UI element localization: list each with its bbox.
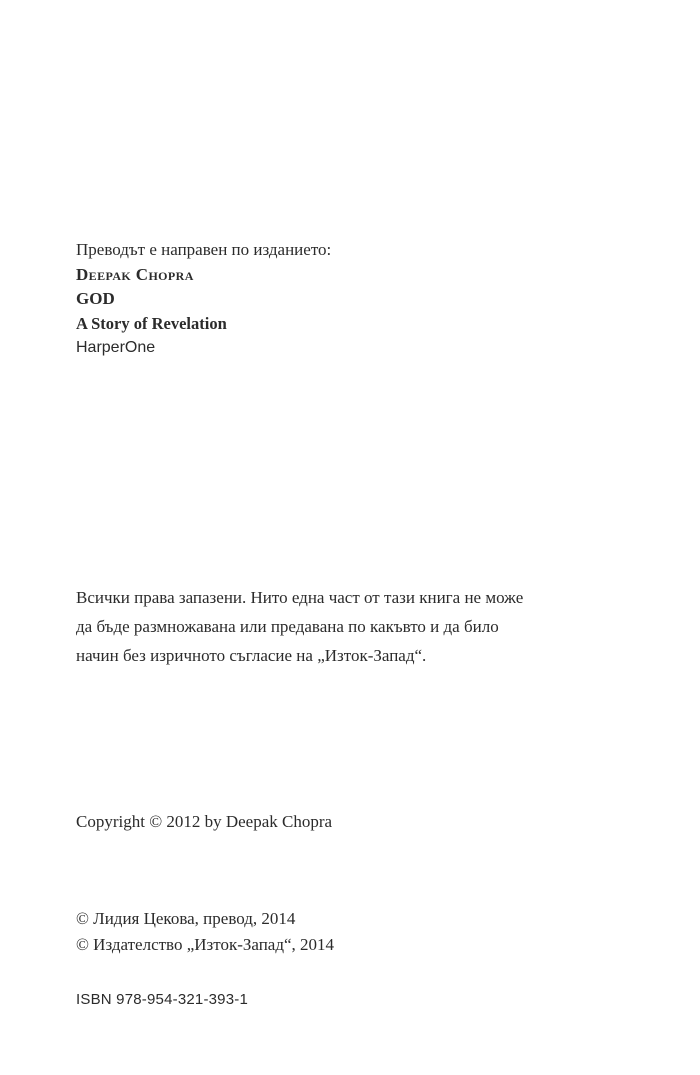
original-copyright-block [76,809,636,834]
rights-notice-line: начин без изричното съгласие на „Изток-Запад“. [76,646,427,665]
rights-notice-line: да бъде размножавана или предавана по какъвто и да било [76,617,499,636]
original-title: GOD [76,289,115,308]
original-publisher: HarperOne [76,339,156,356]
isbn: ISBN 978-954-321-393-1 [76,991,249,1008]
original-author: Deepak Chopra [76,264,194,284]
isbn-block [76,987,636,1012]
original-copyright: Copyright © 2012 by Deepak Chopra [76,812,333,831]
original-subtitle: A Story of Revelation [76,313,227,333]
translation-copyright-block [76,906,636,958]
rights-notice [76,583,636,670]
publisher-copyright: © Издателство „Изток-Запад“, 2014 [76,935,335,954]
rights-notice-line: Всички права запазени. Нито една част от тази книга не може [76,588,524,607]
original-edition-block [76,238,636,361]
original-edition-intro: Преводът е направен по изданието: [76,240,332,259]
translator-copyright: © Лидия Цекова, превод, 2014 [76,909,296,928]
